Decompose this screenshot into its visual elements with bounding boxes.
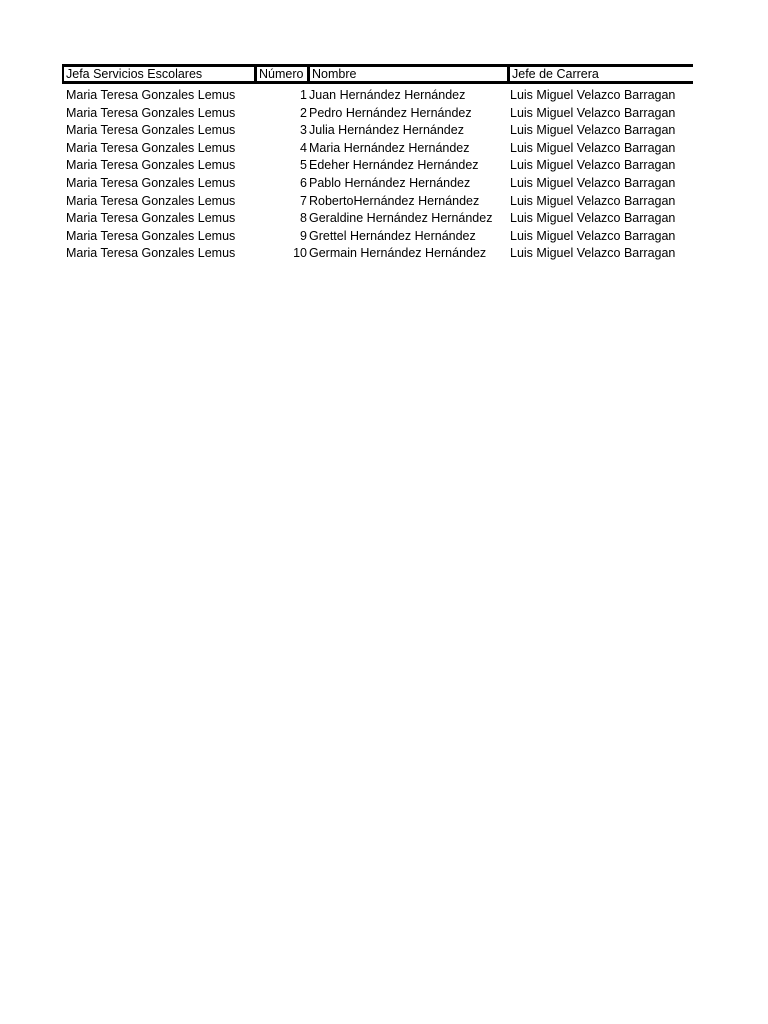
cell-jefa-servicios: Maria Teresa Gonzales Lemus xyxy=(66,211,236,226)
cell-nombre: Germain Hernández Hernández xyxy=(309,246,487,261)
cell-jefe-carrera: Luis Miguel Velazco Barragan xyxy=(510,88,676,102)
cell-numero: 3 xyxy=(300,123,307,138)
cell-jefe-carrera: Luis Miguel Velazco Barragan xyxy=(510,228,676,243)
cell-numero: 6 xyxy=(300,175,307,190)
cell-nombre: Julia Hernández Hernández xyxy=(309,123,464,138)
header-numero: Número xyxy=(254,67,307,81)
cell-jefe-carrera: Luis Miguel Velazco Barragan xyxy=(510,105,676,120)
table-row xyxy=(62,245,693,263)
cell-jefe-carrera: Luis Miguel Velazco Barragan xyxy=(510,211,676,226)
header-row xyxy=(62,64,693,84)
cell-jefe-carrera: Luis Miguel Velazco Barragan xyxy=(510,158,676,173)
cell-numero: 8 xyxy=(300,211,307,226)
table-row xyxy=(62,210,693,228)
cell-jefe-carrera: Luis Miguel Velazco Barragan xyxy=(510,123,676,138)
cell-jefa-servicios: Maria Teresa Gonzales Lemus xyxy=(66,105,236,120)
cell-numero: 5 xyxy=(300,158,307,173)
cell-jefe-carrera: Luis Miguel Velazco Barragan xyxy=(510,140,676,155)
cell-nombre: Maria Hernández Hernández xyxy=(309,140,470,155)
cell-jefa-servicios: Maria Teresa Gonzales Lemus xyxy=(66,175,236,190)
cell-numero: 10 xyxy=(293,246,307,261)
cell-numero: 7 xyxy=(300,193,307,208)
cell-numero: 4 xyxy=(300,140,307,155)
cell-nombre: Juan Hernández Hernández xyxy=(309,88,466,102)
table-row xyxy=(62,140,693,158)
cell-numero: 9 xyxy=(300,228,307,243)
cell-numero: 1 xyxy=(300,88,307,102)
cell-nombre: Pablo Hernández Hernández xyxy=(309,175,471,190)
table-body xyxy=(62,87,693,263)
cell-jefa-servicios: Maria Teresa Gonzales Lemus xyxy=(66,246,236,261)
table-row xyxy=(62,122,693,140)
cell-nombre: Grettel Hernández Hernández xyxy=(309,228,476,243)
cell-jefa-servicios: Maria Teresa Gonzales Lemus xyxy=(66,158,236,173)
header-nombre: Nombre xyxy=(307,67,507,81)
table-row xyxy=(62,175,693,193)
cell-jefe-carrera: Luis Miguel Velazco Barragan xyxy=(510,175,676,190)
cell-jefa-servicios: Maria Teresa Gonzales Lemus xyxy=(66,193,236,208)
cell-jefe-carrera: Luis Miguel Velazco Barragan xyxy=(510,193,676,208)
cell-jefa-servicios: Maria Teresa Gonzales Lemus xyxy=(66,123,236,138)
table-row xyxy=(62,228,693,246)
cell-jefa-servicios: Maria Teresa Gonzales Lemus xyxy=(66,228,236,243)
cell-nombre: Geraldine Hernández Hernández xyxy=(309,211,493,226)
header-jefe-carrera: Jefe de Carrera xyxy=(507,67,693,81)
table-row xyxy=(62,105,693,123)
cell-nombre: Pedro Hernández Hernández xyxy=(309,105,472,120)
table-row xyxy=(62,157,693,175)
spreadsheet-table xyxy=(62,64,693,263)
cell-numero: 2 xyxy=(300,105,307,120)
cell-jefa-servicios: Maria Teresa Gonzales Lemus xyxy=(66,140,236,155)
header-jefa-servicios: Jefa Servicios Escolares xyxy=(62,67,254,81)
table-row xyxy=(62,193,693,211)
cell-nombre: Edeher Hernández Hernández xyxy=(309,158,479,173)
cell-jefa-servicios: Maria Teresa Gonzales Lemus xyxy=(66,88,236,102)
cell-jefe-carrera: Luis Miguel Velazco Barragan xyxy=(510,246,676,261)
table-row xyxy=(62,87,693,105)
cell-nombre: RobertoHernández Hernández xyxy=(309,193,480,208)
